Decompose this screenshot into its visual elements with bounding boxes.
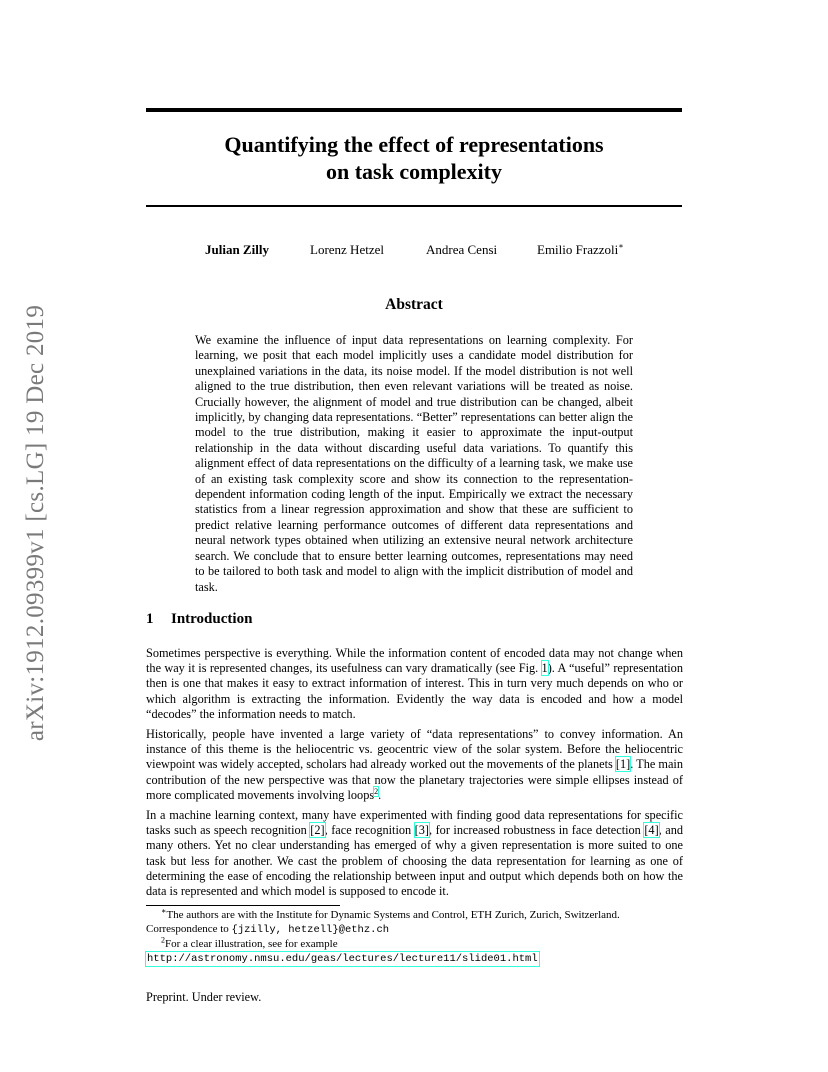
title-line-2: on task complexity bbox=[326, 159, 502, 184]
p2-text-c: . bbox=[378, 787, 382, 802]
p1-text-b: ). A “useful” representation then is one that makes it easy to extract information of interest. This in turn very much depends on who or which algorithm is extracting the information. Evidently the way data is encoded and how a model “decodes” the information needs to match. bbox=[146, 661, 683, 721]
arxiv-stamp bbox=[22, 288, 50, 758]
title-bottom-rule bbox=[146, 205, 682, 207]
footnote-2-text: For a clear illustration, see for example bbox=[165, 938, 338, 950]
abstract-heading: Abstract bbox=[385, 296, 443, 313]
footnote-rule bbox=[146, 905, 340, 906]
contact-email: {jzilly, hetzell}@ethz.ch bbox=[231, 924, 390, 936]
citation-link-2[interactable]: [2] bbox=[310, 823, 325, 838]
paper-title bbox=[146, 131, 682, 185]
abstract-text: We examine the influence of input data representations on learning complexity. For learning, we posit that each model implicitly uses a candidate model distribution for unexplained variations in the data, its noise model. If the model distribution is not well aligned to the true distribution, then even relevant variations will be treated as noise. Crucially however, the alignment of model and true distribution can be changed, albeit implicitly, by changing data representations. “Better” representations can better align the model to the true distribution, making it easier to approximate the input-output relationship in the data without discarding useful data variations. To quantify this alignment effect of data representations on the difficulty of a learning task, we make use of an existing task complexity score and show its connection to the representation-dependent information coding length of the input. Empirically we extract the necessary statistics from a linear regression approximation and show that these are sufficient to predict relative learning performance outcomes of different data representations and neural network types obtained when utilizing an extensive neural network architecture search. We conclude that to ensure better learning outcomes, representations may need to be tailored to both task and model to align with the implicit distribution of model and task. bbox=[195, 333, 633, 594]
intro-paragraph-2 bbox=[146, 727, 683, 803]
citation-link-4[interactable]: [4] bbox=[644, 823, 659, 838]
figure-ref-link[interactable]: 1 bbox=[541, 661, 548, 676]
footnote-1 bbox=[146, 908, 686, 937]
section-number: 1 bbox=[146, 611, 154, 627]
p1-text-a: Sometimes perspective is everything. While the information content of encoded data may not change when the way it is represented changes, its usefulness can vary dramatically (see Fig. bbox=[146, 646, 683, 676]
citation-link-1[interactable]: [1] bbox=[615, 757, 631, 772]
preprint-notice: Preprint. Under review. bbox=[146, 990, 262, 1004]
p3-text-c: , for increased robustness in face detection bbox=[429, 823, 645, 838]
author-footnote-mark: ∗ bbox=[618, 241, 624, 251]
footnote-2-url-row bbox=[146, 951, 686, 966]
p3-text-b: , face recognition bbox=[324, 823, 415, 838]
footnote-url-link[interactable]: http://astronomy.nmsu.edu/geas/lectures/lecture11/slide01.html bbox=[147, 953, 538, 965]
intro-paragraph-3 bbox=[146, 808, 683, 899]
author-2: Lorenz Hetzel bbox=[310, 242, 384, 257]
footnote-2-mark: 2 bbox=[161, 935, 165, 945]
p3-text-d: , and many others. Yet no clear understanding has emerged of why a given representation is more suited to one task but less for another. We cast the problem of choosing the data representation for learning as one of determining the ease of encoding the relationship between input and output which depends both on how the data is represented and which model is supposed to encode it. bbox=[146, 823, 683, 899]
footnote-link-2[interactable]: 2 bbox=[374, 786, 379, 796]
author-4 bbox=[537, 242, 624, 258]
title-top-rule bbox=[146, 108, 682, 112]
author-3: Andrea Censi bbox=[426, 242, 498, 257]
footnotes bbox=[146, 908, 686, 966]
arxiv-identifier: arXiv:1912.09399v1 [cs.LG] 19 Dec 2019 bbox=[22, 304, 50, 742]
footnote-1-mark: ∗ bbox=[161, 906, 167, 916]
section-heading bbox=[146, 611, 252, 628]
footnote-1-text: The authors are with the Institute for Dynamic Systems and Control, ETH Zurich, Zurich, Switzerland. Correspondence to bbox=[146, 909, 620, 935]
author-1: Julian Zilly bbox=[205, 242, 269, 257]
p3-text-a: In a machine learning context, many have experimented with finding good data representations for specific tasks such as speech recognition bbox=[146, 808, 683, 838]
citation-link-3[interactable]: [3] bbox=[414, 823, 430, 838]
p2-text-b: . The main contribution of the new perspective was that now the planetary trajectories were simple ellipses instead of more complicated movements involving loops bbox=[146, 757, 683, 802]
author-4-name: Emilio Frazzoli bbox=[537, 242, 619, 257]
title-line-1: Quantifying the effect of representations bbox=[224, 132, 604, 157]
p2-text-a: Historically, people have invented a large variety of “data representations” to convey information. An instance of this theme is the heliocentric vs. geocentric view of the solar system. Before the heliocentric viewpoint was widely accepted, scholars had already worked out the movements of the planets bbox=[146, 727, 683, 772]
section-title: Introduction bbox=[171, 611, 253, 627]
intro-paragraph-1 bbox=[146, 646, 683, 722]
footnote-2 bbox=[146, 937, 686, 951]
